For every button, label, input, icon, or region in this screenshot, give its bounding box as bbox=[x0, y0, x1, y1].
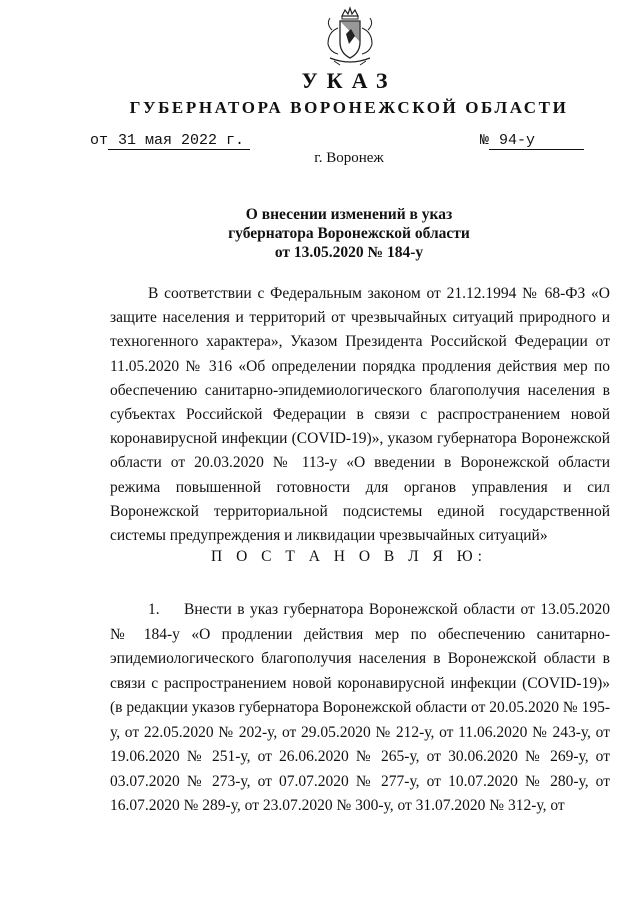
preamble bbox=[110, 282, 610, 548]
date-line bbox=[90, 132, 250, 149]
issuer-name: ГУБЕРНАТОРА ВОРОНЕЖСКОЙ ОБЛАСТИ bbox=[129, 98, 569, 117]
document-title bbox=[0, 205, 640, 262]
preamble-text: В соответствии с Федеральным законом от 21.12.1994 № 68-ФЗ «О защите населения и территорий от чрезвычайных ситуаций природного и техногенного характера», Указом Президента Российской Федерации от 11.05.2020 № 316 «Об определении порядка продления действия мер по обеспечению санитарно-эпидемиологического благополучия населения в субъектах Российской Федерации в связи с распространением новой коронавирусной инфекции (COVID-19)», указом губернатора Воронежской области от 20.03.2020 № 113-у «О введении в Воронежской области режима повышенной готовности для органов управления и сил Воронежской территориальной подсистемы единой государственной системы предупреждения и ликвидации чрезвычайных ситуаций» bbox=[110, 285, 610, 545]
number-line bbox=[480, 132, 584, 150]
title-line: О внесении изменений в указ bbox=[245, 206, 453, 223]
date-value: 31 мая 2022 г. bbox=[108, 132, 250, 150]
item-text: Внести в указ губернатора Воронежской области от 13.05.2020 № 184-у «О продлении действия мер по обеспечению санитарно-эпидемиологического благополучия населения в Воронежской области в связи с распространением новой коронавирусной инфекции (COVID-19)» (в редакции указов губернатора Воронежской области от 20.05.2020 № 195-у, от 22.05.2020 № 202-у, от 29.05.2020 № 212-у, от 11.06.2020 № 243-у, от 19.06.2020 № 251-у, от 26.06.2020 № 265-у, от 30.06.2020 № 269-у, от 03.07.2020 № 273-у, от 07.07.2020 № 277-у, от 10.07.2020 № 280-у, от 16.07.2020 № 289-у, от 23.07.2020 № 300-у, от 31.07.2020 № 312-у, от bbox=[110, 601, 610, 814]
number-prefix: № bbox=[480, 132, 490, 149]
number-value: 94-у bbox=[489, 132, 584, 150]
title-line: от 13.05.2020 № 184-у bbox=[274, 244, 424, 261]
decree-word: П О С Т А Н О В Л Я Ю: bbox=[211, 548, 487, 565]
decree-item bbox=[110, 598, 610, 819]
date-prefix: от bbox=[90, 132, 109, 149]
item-number: 1. bbox=[148, 601, 160, 618]
voronezh-coat-of-arms-icon bbox=[318, 6, 382, 68]
item-paragraph bbox=[110, 598, 610, 819]
document-type: УКАЗ bbox=[301, 68, 397, 93]
city: г. Воронеж bbox=[314, 150, 384, 166]
title-line: губернатора Воронежской области bbox=[228, 225, 470, 242]
